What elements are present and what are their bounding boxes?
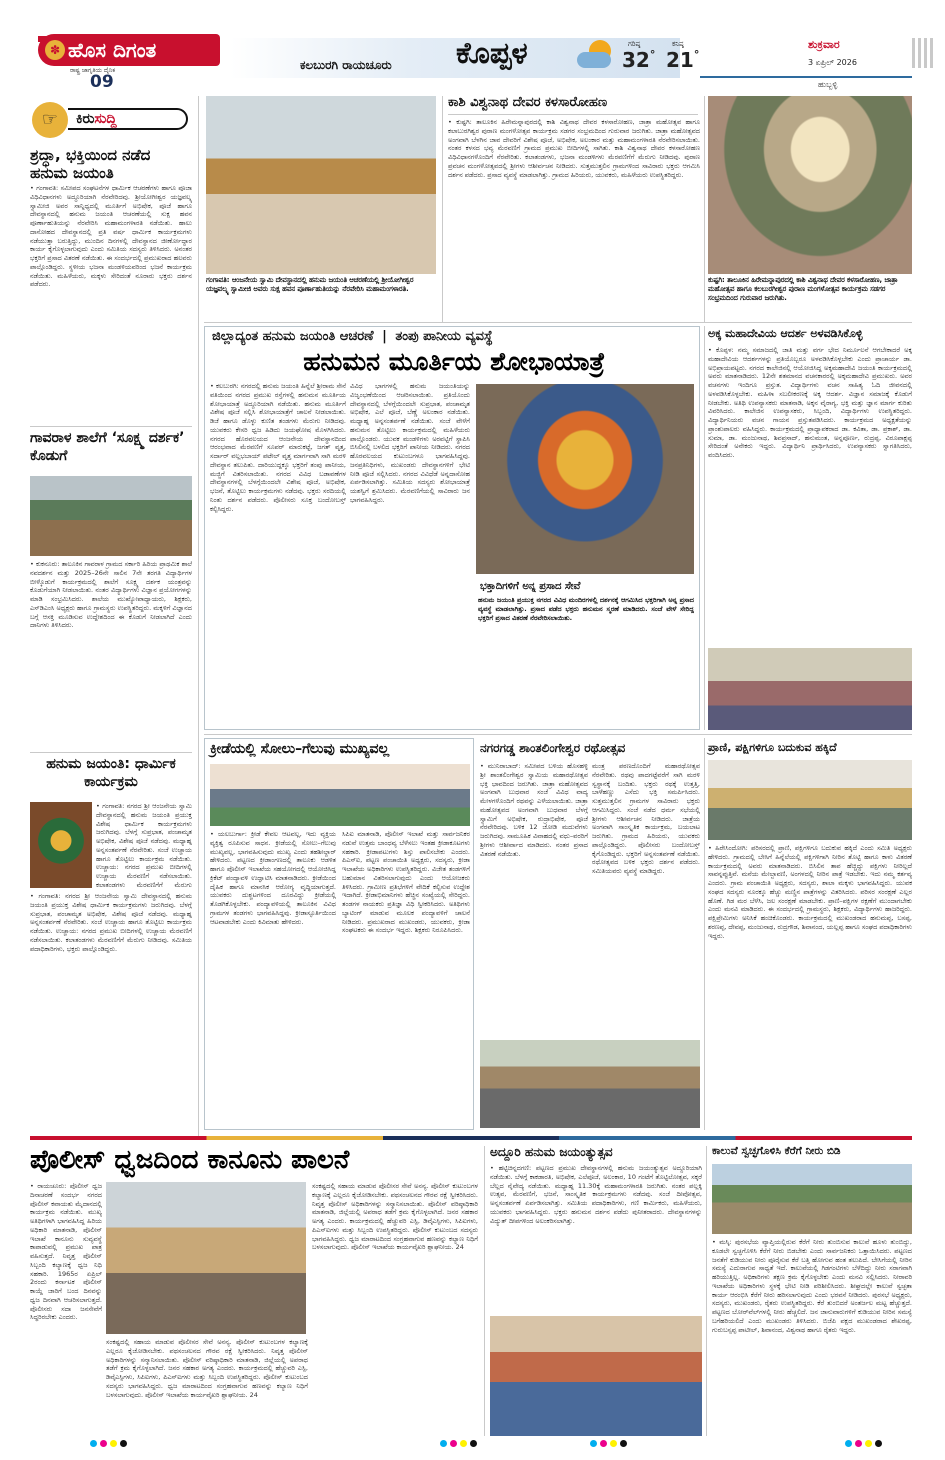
akka-story: • ಕೊಪ್ಪಳ: ನಮ್ಮ ಸಮಾಜದಲ್ಲಿ ಜಾತಿ ಮತ್ತು ವರ್ಗ ಭೇದ ನಿರ್ಮೂಲನೆ ಆಗಬೇಕಾದರೆ ಅಕ್ಕ ಮಹಾದೇವಿಯ ಆದರ್ಶಗಳನ್ನು ಪ್ರತಿಯೊಬ್ಬರೂ ಅಳವಡಿಸಿಕೊಳ್ಳಬೇಕು ಎಂದು ಪ್ರಾಚಾರ್ಯ ಡಾ. ಅಭಿಪ್ರಾಯಪಟ್ಟರು. ನಗರದ ಕಾಲೇಜಿನಲ್ಲಿ ಆಯೋಜಿಸಿದ್ದ ಅಕ್ಕಮಹಾದೇವಿ ಜಯಂತಿ ಕಾರ್ಯಕ್ರಮದಲ್ಲಿ ಅವರು ಮಾತನಾಡಿದರು. 12ನೇ ಶತಮಾನದ ವಚನಕಾರರಲ್ಲಿ ಅಕ್ಕಮಹಾದೇವಿ ಪ್ರಮುಖರು. ಅವರ ವಚನಗಳು ಇಂದಿಗೂ ಪ್ರಸ್ತುತ. ವಿದ್ಯಾರ್ಥಿಗಳು ವಚನ ಸಾಹಿತ್ಯ ಓದಿ ಜೀವನದಲ್ಲಿ ಅಳವಡಿಸಿಕೊಳ್ಳಬೇಕು. ಮಹಿಳಾ ಸಬಲೀಕರಣಕ್ಕೆ ಅಕ್ಕ ಆದರ್ಶ. ವಿಜ್ಞಾನ ಸಮಾಜಕ್ಕೆ ಕೊಡುಗೆ ನೀಡಬೇಕು. ಅತಿಥಿ ಉಪನ್ಯಾಸಕರು ಮಾತನಾಡಿ, ಅಕ್ಕನ ವೈರಾಗ್ಯ, ಭಕ್ತಿ ಮತ್ತು ಜ್ಞಾನ ಮಾರ್ಗ ಕುರಿತು ವಿವರಿಸಿದರು. ಕಾಲೇಜಿನ ಉಪನ್ಯಾಸಕರು, ಸಿಬ್ಬಂದಿ, ವಿದ್ಯಾರ್ಥಿಗಳು ಉಪಸ್ಥಿತರಿದ್ದರು. ವಿದ್ಯಾರ್ಥಿನಿಯರು ವಚನ ಗಾಯನ ಪ್ರಸ್ತುತಪಡಿಸಿದರು. ಕಾರ್ಯಕ್ರಮದ ಅಧ್ಯಕ್ಷತೆಯನ್ನು ಪ್ರಾಂಶುಪಾಲರು ವಹಿಸಿದ್ದರು. ಕಾರ್ಯಕ್ರಮದಲ್ಲಿ ಪ್ರಾಧ್ಯಾಪಕರಾದ ಡಾ. ಕವಿತಾ, ಡಾ. ಪ್ರಕಾಶ್, ಡಾ. ಸುಮಾ, ಡಾ. ಮಂಜುನಾಥ, ಶಿವಪ್ರಸಾದ್, ಹನುಮಂತ, ಅನ್ನಪೂರ್ಣ, ರುದ್ರಪ್ಪ, ವಿರೂಪಾಕ್ಷಪ್ಪ ಸೇರಿದಂತೆ ಅನೇಕರು ಇದ್ದರು. ವಿದ್ಯಾರ್ಥಿನಿ ಪ್ರಾರ್ಥಿಸಿದರು, ಉಪನ್ಯಾಸಕರು ಸ್ವಾಗತಿಸಿದರು, ವಂದಿಸಿದರು. bbox=[708, 346, 912, 460]
lead-kicker-b: ತಂಪು ಪಾನೀಯ ವ್ಯವಸ್ಥೆ bbox=[395, 329, 493, 344]
police-parade-photo bbox=[106, 1182, 306, 1334]
ratha-story-col-b: ಮಂತ್ರ ಪಠಣದೊಂದಿಗೆ ಮಹಾರಥೋತ್ಸವ ನೆರವೇರಿತು. ರಥವು ಪಾದಗಟ್ಟೆವರೆಗೆ ಸಾಗಿ ಮರಳಿ ಸ್ವಸ್ಥಾನಕ್ಕೆ ಬಂದಿತು. ಭಕ್ತರು ರಥಕ್ಕೆ ಉತ್ತತ್ತಿ, ಬಾಳೆಹಣ್ಣು ಎಸೆದು ಭಕ್ತಿ ಸಮರ್ಪಿಸಿದರು. ಸುತ್ತಮುತ್ತಲಿನ ಗ್ರಾಮಗಳ ಸಾವಿರಾರು ಭಕ್ತರು ಆಗಮಿಸಿದ್ದರು. ಸಂಜೆ ನಡೆದ ಧರ್ಮ ಸಭೆಯಲ್ಲಿ ಶ್ರೀಗಳು ಆಶೀರ್ವಚನ ನೀಡಿದರು. ಜಾತ್ರೆಯ ಅಂಗವಾಗಿ ಸಾಂಸ್ಕೃತಿಕ ಕಾರ್ಯಕ್ರಮ, ಬಯಲಾಟ ಜರುಗಿತು. ಗ್ರಾಮದ ಹಿರಿಯರು, ಯುವಕರು ಪಾಲ್ಗೊಂಡಿದ್ದರು. ಪೊಲೀಸರು ಬಂದೋಬಸ್ತ್ ಕೈಗೊಂಡಿದ್ದರು. ಭಕ್ತರಿಗೆ ಅನ್ನಸಂತರ್ಪಣೆ ನಡೆಯಿತು. ರಥೋತ್ಸವದ ಬಳಿಕ ಭಕ್ತರು ದರ್ಶನ ಪಡೆದರು. ಸಮಿತಿಯವರು ವ್ಯವಸ್ಥೆ ಮಾಡಿದ್ದರು. bbox=[592, 762, 700, 876]
kaluve-photo bbox=[712, 1164, 912, 1234]
reg-dot bbox=[90, 1440, 97, 1447]
bottom-divider-bar bbox=[30, 1136, 912, 1140]
max-temp-label: ಗರಿಷ್ಠ bbox=[628, 40, 641, 48]
bottom-rule-2 bbox=[706, 1146, 707, 1436]
kalasha-story: • ಕುಷ್ಟಗಿ: ತಾಲೂಕಿನ ಹಿರೇಮನ್ನಾಪುರದಲ್ಲಿ ಕಾಶಿ ವಿಶ್ವನಾಥ ದೇವರ ಕಳಸಾರೋಹಣ, ಜಾತ್ರಾ ಮಹೋತ್ಸವ ಹಾಗೂ ಕಲಾಬುರಗಿಶ್ವರ ಪುರಾಣ ಮಂಗಳೋತ್ಸವ ಕಾರ್ಯಕ್ರಮ ಸಡಗರ ಸಂಭ್ರಮದಿಂದ ಗುರುವಾರ ಜರುಗಿತು. ಜಾತ್ರಾ ಮಹೋತ್ಸವದ ಅಂಗವಾಗಿ ಬೆಳಗಿನ ಜಾವ ದೇವರಿಗೆ ವಿಶೇಷ ಪೂಜೆ, ಅಭಿಷೇಕ, ಅಲಂಕಾರ ಮತ್ತು ಮಹಾಮಂಗಳಾರತಿ ನೆರವೇರಿಸಲಾಯಿತು. ನಂತರ ಕಳಸದ ಭವ್ಯ ಮೆರವಣಿಗೆ ಗ್ರಾಮದ ಪ್ರಮುಖ ಬೀದಿಗಳಲ್ಲಿ ಸಾಗಿತು. ಕಾಶಿ ವಿಶ್ವನಾಥ ದೇವರ ಕಳಸಾರೋಹಣ ವಿಧಿವಿಧಾನಗಳೊಂದಿಗೆ ನೆರವೇರಿತು. ಕಲಾತಂಡಗಳು, ಭಜನಾ ಮಂಡಳಿಗಳು ಮೆರವಣಿಗೆಗೆ ಮೆರುಗು ನೀಡಿದವು. ಪುರಾಣ ಪ್ರವಚನ ಮಂಗಳೋತ್ಸವದಲ್ಲಿ ಶ್ರೀಗಳು ಆಶೀರ್ವಚನ ನೀಡಿದರು. ಸುತ್ತಮುತ್ತಲಿನ ಗ್ರಾಮಗಳಿಂದ ಸಾವಿರಾರು ಭಕ್ತರು ಆಗಮಿಸಿ ದರ್ಶನ ಪಡೆದರು. ಪ್ರಸಾದ ವ್ಯವಸ್ಥೆ ಮಾಡಲಾಗಿತ್ತು. ಗ್ರಾಮದ ಹಿರಿಯರು, ಯುವಕರು, ಮಹಿಳೆಯರು ಉಪಸ್ಥಿತರಿದ್ದರು. bbox=[448, 118, 700, 179]
gangavati-ritual-photo bbox=[206, 96, 436, 274]
reg-dot bbox=[855, 1440, 862, 1447]
kalasha-headline: ಕಾಶಿ ವಿಶ್ವನಾಥ ದೇವರ ಕಳಸಾರೋಹಣ bbox=[448, 95, 608, 110]
gangavati-photo-caption: ಗಂಗಾವತಿ: ಆಂಜನೇಯ ಸ್ವಾಮಿ ದೇವಸ್ಥಾನದಲ್ಲಿ ಹನುಮ ಜಯಂತಿ ಆಚರಣೆಯಲ್ಲಿ ಶ್ರೀಯೋಗೀಶ್ವರ ಯಜ್ಞವಲ್ಕ್ಯ ಸ್ವಾಮೀಜಿ ಅವರು ಸುಕ್ಷ ಹವನ ಪೂರ್ಣಾಹುತಿಯನ್ನು ನೆರವೇರಿಸಿ ಮಹಾಮಂಗಳಾರತಿ. bbox=[206, 276, 414, 294]
adduri-headline: ಅದ್ದೂರಿ ಹನುಮ ಜಯಂತ್ಯುತ್ಸವ bbox=[490, 1145, 613, 1159]
ratha-story-col-a: • ಮುನಿರಾಬಾದ್: ಸಮೀಪದ ಬಳಿಯ ಹೊಸಹಳ್ಳಿ ಶ್ರೀ ಶಾಂತಲಿಂಗೇಶ್ವರ ಸ್ವಾಮಿಯ ಮಹಾರಥೋತ್ಸವ ಭಕ್ತಿ ಭಾವದಿಂದ ಜರುಗಿತು. ಜಾತ್ರಾ ಮಹೋತ್ಸವದ ಅಂಗವಾಗಿ ಬುಧವಾರ ಸಂಜೆ ವಿವಿಧ ವಾದ್ಯ ಮೇಳಗಳೊಂದಿಗೆ ರಥವನ್ನು ಎಳೆಯಲಾಯಿತು. ಜಾತ್ರಾ ಮಹೋತ್ಸವದ ಅಂಗವಾಗಿ ಬುಧವಾರ ಬೆಳಗ್ಗೆ ಸ್ವಾಮಿಗೆ ಅಭಿಷೇಕ, ರುದ್ರಾಭಿಷೇಕ, ಪೂಜೆ ನೆರವೇರಿದವು. ಬಳಿಕ 12 ಜೋಡಿ ಮದುವೆಗಳು ಜರುಗಿದವು. ಸಾಮೂಹಿಕ ವಿವಾಹದಲ್ಲಿ ವಧು–ವರರಿಗೆ ಶ್ರೀಗಳು ಆಶೀರ್ವಾದ ಮಾಡಿದರು. ನಂತರ ಪ್ರಸಾದ ವಿತರಣೆ ನಡೆಯಿತು. bbox=[480, 762, 588, 858]
edition-city: ಹುಬ್ಬಳ್ಳಿ bbox=[818, 80, 838, 89]
col1-vertical-rule bbox=[198, 96, 199, 1136]
lead-story-col-b: ವಿವಿಧ ಭಾಗಗಳಲ್ಲಿ ಹನುಮ ಜಯಂತಿಯನ್ನು ವಿಜೃಂಭಣೆಯಿಂದ ಆಚರಿಸಲಾಯಿತು. ಪ್ರತಿಯೊಂದು ದೇವಸ್ಥಾನದಲ್ಲಿ ಬೆಳಗ್ಗೆಯಿಂದಲೇ ಸುಪ್ರಭಾತ, ಪಂಚಾಮೃತ ಅಭಿಷೇಕ, ಎಲೆ ಪೂಜೆ, ಬೆಣ್ಣೆ ಅಲಂಕಾರ ನಡೆಯಿತು. ಮಧ್ಯಾಹ್ನ ಅನ್ನಸಂತರ್ಪಣೆ ನಡೆಯಿತು. ಸಂಜೆ ವೇಳೆಗೆ ಹನುಮನ ತೊಟ್ಟಿಲು ಕಾರ್ಯಕ್ರಮದಲ್ಲಿ ಮಹಿಳೆಯರು ಪಾಲ್ಗೊಂಡರು. ಯುವಕ ಮಂಡಳಿಗಳು ಅರವಟ್ಟಿಗೆ ಸ್ಥಾಪಿಸಿ ಬಿಸಿಲಿನಲ್ಲಿ ಬಳಲಿದ ಭಕ್ತರಿಗೆ ಪಾನೀಯ ನೀಡಿದರು. ನಗರದ ಹೊರವಲಯದ ಕುಟುಂಬಗಳೂ ಭಾಗವಹಿಸಿದ್ದವು. ಜನಪ್ರತಿನಿಧಿಗಳು, ಮುಖಂಡರು ದೇವಸ್ಥಾನಗಳಿಗೆ ಭೇಟಿ ನೀಡಿ ಪೂಜೆ ಸಲ್ಲಿಸಿದರು. ನಗರದ ವಿವಿಧೆಡೆ ಅನ್ನದಾಸೋಹ ಏರ್ಪಡಿಸಲಾಗಿತ್ತು. ಸಮಿತಿಯ ಸದಸ್ಯರು ಶೋಭಾಯಾತ್ರೆ ಯಶಸ್ವಿಗೆ ಶ್ರಮಿಸಿದರು. ಮೆರವಣಿಗೆಯಲ್ಲಿ ಸಾವಿರಾರು ಜನ ಭಾಗವಹಿಸಿದ್ದರು. bbox=[350, 382, 470, 504]
reg-dot bbox=[590, 1440, 597, 1447]
col1-headline-2: ಗಾವರಾಳ ಶಾಲೆಗೆ ‘ಸೂಕ್ಷ್ಮ ದರ್ಶಕ’ ಕೊಡುಗೆ bbox=[30, 430, 185, 464]
top-row-rule-2 bbox=[704, 96, 705, 322]
reg-dot bbox=[470, 1440, 477, 1447]
kaluve-story: • ಮಸ್ಕಿ: ಪುರಸಭೆಯ ವ್ಯಾಪ್ತಿಯಲ್ಲಿರುವ ಕೆರೆಗೆ ನೀರು ತುಂಬಿಸುವ ಕಾಲುವೆ ಹೂಳು ತುಂಬಿದ್ದು, ಕೂಡಲೇ ಸ್ವಚ್ಛಗೊಳಿಸಿ ಕೆರೆಗೆ ನೀರು ಬಿಡಬೇಕು ಎಂದು ಸಾರ್ವಜನಿಕರು ಒತ್ತಾಯಿಸಿದರು. ಪಟ್ಟಣದ ಜನತೆಗೆ ಕುಡಿಯುವ ನೀರು ಪೂರೈಸುವ ಕೆರೆ ಬತ್ತಿ ಹೋಗುವ ಹಂತ ತಲುಪಿದೆ. ಬೇಸಿಗೆಯಲ್ಲಿ ನೀರಿನ ಸಮಸ್ಯೆ ಎದುರಾಗುವ ಸಾಧ್ಯತೆ ಇದೆ. ಕಾಲುವೆಯಲ್ಲಿ ಗಿಡಗಂಟಿಗಳು ಬೆಳೆದಿದ್ದು ನೀರು ಸರಾಗವಾಗಿ ಹರಿಯುತ್ತಿಲ್ಲ. ಅಧಿಕಾರಿಗಳು ತಕ್ಷಣ ಕ್ರಮ ಕೈಗೊಳ್ಳಬೇಕು ಎಂದು ಮನವಿ ಸಲ್ಲಿಸಿದರು. ನೀರಾವರಿ ಇಲಾಖೆಯ ಅಧಿಕಾರಿಗಳು ಸ್ಥಳಕ್ಕೆ ಭೇಟಿ ನೀಡಿ ಪರಿಶೀಲಿಸಿದರು. ಶೀಘ್ರದಲ್ಲೇ ಕಾಲುವೆ ಸ್ವಚ್ಛತಾ ಕಾರ್ಯ ಆರಂಭಿಸಿ ಕೆರೆಗೆ ನೀರು ಹರಿಸಲಾಗುವುದು ಎಂದು ಭರವಸೆ ನೀಡಿದರು. ಪುರಸಭೆ ಅಧ್ಯಕ್ಷರು, ಸದಸ್ಯರು, ಮುಖಂಡರು, ರೈತರು ಉಪಸ್ಥಿತರಿದ್ದರು. ಕೆರೆ ತುಂಬಿದರೆ ಅಂತರ್ಜಲ ಮಟ್ಟ ಹೆಚ್ಚುತ್ತದೆ. ಪಟ್ಟಣದ ಬೋರ್‌ವೆಲ್‌ಗಳಲ್ಲಿ ನೀರು ಹೆಚ್ಚಲಿದೆ. ಜನ ಜಾನುವಾರುಗಳಿಗೆ ಕುಡಿಯುವ ನೀರಿನ ಸಮಸ್ಯೆ ಬಗೆಹರಿಯಲಿದೆ ಎಂದು ಮುಖಂಡರು ತಿಳಿಸಿದರು. ಬಿಜೆಪಿ ಪಕ್ಷದ ಮುಖಂಡರಾದ ಶೇಖರಪ್ಪ, ಗುರುಬಸ್ಸಪ್ಪ ಪಾಟೀಲ್, ಶಿವಾನಂದ, ವಿಶ್ವನಾಥ ಹಾಗೂ ರೈತರು ಇದ್ದರು. bbox=[712, 1238, 912, 1334]
adduri-story: • ಹಟ್ಟಿಚಿನ್ನದಗಣಿ: ಪಟ್ಟಣದ ಪ್ರಮುಖ ದೇವಸ್ಥಾನಗಳಲ್ಲಿ ಹನುಮ ಜಯಂತ್ಯುತ್ಸವ ಅದ್ದೂರಿಯಾಗಿ ನಡೆಯಿತು. ಬೆಳಗ್ಗೆ ಕಾಕಡಾರತಿ, ಅಭಿಷೇಕ, ಎಲೆಪೂಜೆ, ಅಲಂಕಾರ, 10 ಗಂಟೆಗೆ ತೊಟ್ಟಿಲೋತ್ಸವ, ಸಕ್ಕರೆ ಬೆಲ್ಲದ ನೈವೇದ್ಯ ನಡೆಯಿತು. ಮಧ್ಯಾಹ್ನ 11.30ಕ್ಕೆ ಮಹಾಮಂಗಳಾರತಿ ಜರುಗಿತು. ನಂತರ ಪಲ್ಲಕ್ಕಿ ಉತ್ಸವ, ಮೆರವಣಿಗೆ, ಭಜನೆ, ಸಾಂಸ್ಕೃತಿಕ ಕಾರ್ಯಕ್ರಮಗಳು ನಡೆದವು. ಸಂಜೆ ದೀಪೋತ್ಸವ, ಅನ್ನಸಂತರ್ಪಣೆ ಏರ್ಪಡಿಸಲಾಗಿತ್ತು. ಸಮಿತಿಯ ಪದಾಧಿಕಾರಿಗಳು, ಗಣಿ ಕಾರ್ಮಿಕರು, ಮಹಿಳೆಯರು, ಯುವಕರು ಭಾಗವಹಿಸಿದ್ದರು. ಭಕ್ತರು ಹನುಮನ ದರ್ಶನ ಪಡೆದು ಪುನೀತರಾದರು. ದೇವಸ್ಥಾನಗಳನ್ನು ವಿದ್ಯುತ್ ದೀಪಗಳಿಂದ ಅಲಂಕರಿಸಲಾಗಿತ್ತು. bbox=[490, 1164, 702, 1225]
col1-story-3-continued: • ಗಂಗಾವತಿ: ನಗರದ ಶ್ರೀ ಆಂಜನೇಯ ಸ್ವಾಮಿ ದೇವಸ್ಥಾನದಲ್ಲಿ ಹನುಮ ಜಯಂತಿ ಪ್ರಯುಕ್ತ ವಿಶೇಷ ಧಾರ್ಮಿಕ ಕಾರ್ಯಕ್ರಮಗಳು ಜರುಗಿದವು. ಬೆಳಗ್ಗೆ ಸುಪ್ರಭಾತ, ಪಂಚಾಮೃತ ಅಭಿಷೇಕ, ವಿಶೇಷ ಪೂಜೆ ನಡೆದವು. ಮಧ್ಯಾಹ್ನ ಅನ್ನಸಂತರ್ಪಣೆ ನೆರವೇರಿತು. ಸಂಜೆ ಉಚ್ಚಾಯ ಹಾಗೂ ತೊಟ್ಟಿಲು ಕಾರ್ಯಕ್ರಮ ನಡೆಯಿತು. ಉಚ್ಚಾಯ: ನಗರದ ಪ್ರಮುಖ ಬೀದಿಗಳಲ್ಲಿ ಉಚ್ಚಾಯ ಮೆರವಣಿಗೆ ನಡೆಸಲಾಯಿತು. ಕಲಾತಂಡಗಳು ಮೆರವಣಿಗೆಗೆ ಮೆರುಗು ನೀಡಿದವು. ಸಮಿತಿಯ ಪದಾಧಿಕಾರಿಗಳು, ಭಕ್ತರು ಪಾಲ್ಗೊಂಡಿದ್ದರು. bbox=[30, 892, 192, 953]
col1-story-3: • ಗಂಗಾವತಿ: ನಗರದ ಶ್ರೀ ಆಂಜನೇಯ ಸ್ವಾಮಿ ದೇವಸ್ಥಾನದಲ್ಲಿ ಹನುಮ ಜಯಂತಿ ಪ್ರಯುಕ್ತ ವಿಶೇಷ ಧಾರ್ಮಿಕ ಕಾರ್ಯಕ್ರಮಗಳು ಜರುಗಿದವು. ಬೆಳಗ್ಗೆ ಸುಪ್ರಭಾತ, ಪಂಚಾಮೃತ ಅಭಿಷೇಕ, ವಿಶೇಷ ಪೂಜೆ ನಡೆದವು. ಮಧ್ಯಾಹ್ನ ಅನ್ನಸಂತರ್ಪಣೆ ನೆರವೇರಿತು. ಸಂಜೆ ಉಚ್ಚಾಯ ಹಾಗೂ ತೊಟ್ಟಿಲು ಕಾರ್ಯಕ್ರಮ ನಡೆಯಿತು. ಉಚ್ಚಾಯ: ನಗರದ ಪ್ರಮುಖ ಬೀದಿಗಳಲ್ಲಿ ಉಚ್ಚಾಯ ಮೆರವಣಿಗೆ ನಡೆಸಲಾಯಿತು. ಕಲಾತಂಡಗಳು ಮೆರವಣಿಗೆಗೆ ಮೆರುಗು bbox=[96, 802, 192, 888]
police-headline: ಪೊಲೀಸ್ ಧ್ವಜದಿಂದ ಕಾನೂನು ಪಾಲನೆ bbox=[30, 1145, 350, 1175]
sports-headline: ಕ್ರೀಡೆಯಲ್ಲಿ ಸೋಲು–ಗೆಲುವು ಮುಖ್ಯವಲ್ಲ bbox=[210, 741, 390, 757]
hanuman-procession-photo bbox=[476, 384, 694, 574]
lead-kicker-sep: | bbox=[382, 329, 387, 344]
min-temp-label: ಕನಿಷ್ಠ bbox=[672, 40, 684, 48]
sports-event-photo bbox=[210, 764, 470, 826]
corner-stripes bbox=[912, 38, 934, 68]
col1-divider-2 bbox=[30, 752, 192, 753]
max-temp-value: 32 bbox=[622, 48, 650, 72]
ratha-headline: ನಗರಗಡ್ಡ ಶಾಂತಲಿಂಗೇಶ್ವರ ರಥೋತ್ಸವ bbox=[480, 741, 626, 755]
lead-kicker-a: ಜಿಲ್ಲಾದ್ಯಂತ ಹನುಮ ಜಯಂತಿ ಆಚರಣೆ bbox=[212, 329, 374, 344]
col1-story-2: • ಕುಕನೂರು: ತಾಲೂಕಿನ ಗಾವರಾಳ ಗ್ರಾಮದ ಸರ್ಕಾರಿ ಹಿರಿಯ ಪ್ರಾಥಮಿಕ ಶಾಲೆ ನವದರ್ಶನ ಮತ್ತು 2025–26ನೇ ಸಾಲಿನ 7ನೇ ತರಗತಿ ವಿದ್ಯಾರ್ಥಿಗಳ ಬೀಳ್ಕೊಡುಗೆ ಕಾರ್ಯಕ್ರಮದಲ್ಲಿ ಶಾಲೆಗೆ ಸೂಕ್ಷ್ಮ ದರ್ಶಕ ಯಂತ್ರವನ್ನು ಕೊಡುಗೆಯಾಗಿ ನೀಡಲಾಯಿತು. ನಂತರ ವಿದ್ಯಾರ್ಥಿಗಳು ವಿಜ್ಞಾನ ಪ್ರಯೋಗಗಳನ್ನು ಮಾಡಿ ಸಂಭ್ರಮಿಸಿದರು. ಶಾಲೆಯ ಮುಖ್ಯೋಪಾಧ್ಯಾಯರು, ಶಿಕ್ಷಕರು, ಎಸ್‌ಡಿಎಂಸಿ ಅಧ್ಯಕ್ಷರು ಹಾಗೂ ಗ್ರಾಮಸ್ಥರು ಉಪಸ್ಥಿತರಿದ್ದರು. ಮಕ್ಕಳಿಗೆ ವಿಜ್ಞಾನದ ಬಗ್ಗೆ ಆಸಕ್ತಿ ಮೂಡಿಸುವ ಉದ್ದೇಶದಿಂದ ಈ ಕೊಡುಗೆ ನೀಡಲಾಗಿದೆ ಎಂದು ದಾನಿಗಳು ತಿಳಿಸಿದರು. bbox=[30, 560, 192, 630]
weather-icon bbox=[575, 40, 615, 70]
kushtagi-photo-caption: ಕುಷ್ಟಗಿ: ತಾಲೂಕಿನ ಹಿರೇಮನ್ನಾಪುರದಲ್ಲಿ ಕಾಶಿ ವಿಶ್ವನಾಥ ದೇವರ ಕಳಸಾರೋಹಣ, ಜಾತ್ರಾ ಮಹೋತ್ಸವ ಹಾಗೂ ಕಲಬುರಗೀಶ್ವರ ಪುರಾಣ ಮಂಗಳೋತ್ಸವ ಕಾರ್ಯಕ್ರಮ ಸಡಗರ ಸಂಭ್ರಮದಿಂದ ಗುರುವಾರ ಜರುಗಿತು. bbox=[708, 276, 898, 303]
lead-right-rule bbox=[704, 326, 705, 730]
lead-story-col-a: • ಕಲಬುರಗಿ: ನಗರದಲ್ಲಿ ಹನುಮ ಜಯಂತಿ ಹಿನ್ನೆಲೆ ಶ್ರೀರಾಮ ಸೇನೆ ವತಿಯಿಂದ ನಗರದ ಪ್ರಮುಖ ರಸ್ತೆಗಳಲ್ಲಿ ಹನುಮನ ಮೂರ್ತಿಯ ಶೋಭಾಯಾತ್ರೆ ಅದ್ದೂರಿಯಾಗಿ ನಡೆಯಿತು. ಹನುಮ ಮೂರ್ತಿಗೆ ವಿಶೇಷ ಪೂಜೆ ಸಲ್ಲಿಸಿ ಶೋಭಾಯಾತ್ರೆಗೆ ಚಾಲನೆ ನೀಡಲಾಯಿತು. ಡಿಜೆ ಹಾಗೂ ಡೊಳ್ಳು ಕುಣಿತ ತಂಡಗಳು ಮೆರುಗು ನೀಡಿದವು. ಯುವಕರು ಕೇಸರಿ ಧ್ವಜ ಹಿಡಿದು ಜಯಘೋಷ ಮೊಳಗಿಸಿದರು. ನಗರದ ಹೊರವಲಯದ ಆಂಜನೇಯ ದೇವಸ್ಥಾನದಿಂದ ಆರಂಭವಾದ ಮೆರವಣಿಗೆ ಸೂಪರ್ ಮಾರುಕಟ್ಟೆ, ಜಗತ್ ವೃತ್ತ, ಸರ್ದಾರ್ ವಲ್ಲಭಬಾಯ್ ಪಟೇಲ್ ವೃತ್ತ ಮಾರ್ಗವಾಗಿ ಸಾಗಿ ಮರಳಿ ದೇವಸ್ಥಾನ ತಲುಪಿತು. ದಾರಿಯುದ್ದಕ್ಕೂ ಭಕ್ತರಿಗೆ ತಂಪು ಪಾನೀಯ, ಮಜ್ಜಿಗೆ ವಿತರಿಸಲಾಯಿತು. ನಗರದ ವಿವಿಧ ಬಡಾವಣೆಗಳ ದೇವಸ್ಥಾನಗಳಲ್ಲಿ ಬೆಳಗ್ಗೆಯಿಂದಲೇ ವಿಶೇಷ ಪೂಜೆ, ಅಭಿಷೇಕ, ಭಜನೆ, ತೊಟ್ಟಿಲು ಕಾರ್ಯಕ್ರಮಗಳು ನಡೆದವು. ಭಕ್ತರು ಸರದಿಯಲ್ಲಿ ನಿಂತು ದರ್ಶನ ಪಡೆದರು. ಪೊಲೀಸರು ಸೂಕ್ತ ಬಂದೋಬಸ್ತ್ ಕಲ್ಪಿಸಿದ್ದರು. bbox=[210, 382, 346, 513]
masthead-rule bbox=[700, 76, 912, 78]
sports-story-col-b: ಸಿಪಿಐ ಮಾತನಾಡಿ, ಪೊಲೀಸ್ ಇಲಾಖೆ ಮತ್ತು ಸಾರ್ವಜನಿಕರ ನಡುವೆ ಉತ್ತಮ ಬಾಂಧವ್ಯ ಬೆಳೆಸಲು ಇಂತಹ ಕ್ರೀಡಾಕೂಟಗಳು ಸಹಕಾರಿ. ಕ್ರೀಡಾಪಟುಗಳು ಶಿಸ್ತು ಪಾಲಿಸಬೇಕು ಎಂದರು. ಪಿಎಸ್‌ಐ, ಪಟ್ಟಣ ಪಂಚಾಯಿತಿ ಅಧ್ಯಕ್ಷರು, ಸದಸ್ಯರು, ಕ್ರೀಡಾ ಇಲಾಖೆಯ ಅಧಿಕಾರಿಗಳು ಉಪಸ್ಥಿತರಿದ್ದರು. ವಿಜೇತ ತಂಡಗಳಿಗೆ ಬಹುಮಾನ ವಿತರಿಸಲಾಗುವುದು ಎಂದು ಆಯೋಜಕರು ತಿಳಿಸಿದರು. ಗ್ರಾಮೀಣ ಪ್ರತಿಭೆಗಳಿಗೆ ವೇದಿಕೆ ಕಲ್ಪಿಸುವ ಉದ್ದೇಶ ಇದಾಗಿದೆ. ಕ್ರೀಡಾಭಿಮಾನಿಗಳು ಹೆಚ್ಚಿನ ಸಂಖ್ಯೆಯಲ್ಲಿ ಸೇರಿದ್ದರು. ತಂಡಗಳ ನಾಯಕರು ಪ್ರತಿಜ್ಞಾ ವಿಧಿ ಸ್ವೀಕರಿಸಿದರು. ಅತಿಥಿಗಳು ಬ್ಯಾಟಿಂಗ್ ಮಾಡುವ ಮೂಲಕ ಪಂದ್ಯಾವಳಿಗೆ ಚಾಲನೆ ನೀಡಿದರು. ಪ್ರಮುಖರಾದ ಮುಖಂಡರು, ಯುವಕರು, ಕ್ರೀಡಾ ಸಂಘಟಕರು ಈ ಸಂದರ್ಭ ಇದ್ದರು. ಶಿಕ್ಷಕರು ನಿರೂಪಿಸಿದರು. bbox=[342, 830, 470, 935]
lead-headline: ಹನುಮನ ಮೂರ್ತಿಯ ಶೋಭಾಯಾತ್ರೆ bbox=[303, 347, 605, 376]
kirusuddi-header bbox=[32, 98, 190, 142]
anna-prasada-caption: ಹನುಮ ಜಯಂತಿ ಪ್ರಯುಕ್ತ ನಗರದ ವಿವಿಧ ಮಂದಿರಗಳಲ್ಲಿ ದರ್ಶನಕ್ಕೆ ಆಗಮಿಸಿದ ಭಕ್ತರಿಗಾಗಿ ಅನ್ನ ಪ್ರಸಾದ ವ್ಯವಸ್ಥೆ ಮಾಡಲಾಗಿತ್ತು. ಪ್ರಸಾದ ಪಡೆದ ಭಕ್ತರು ಹನುಮನ ಸ್ಮರಣೆ ಮಾಡಿದರು. ಸಂಜೆ ವೇಳೆ ಸೇರಿದ್ದ ಭಕ್ತರಿಗೆ ಪ್ರಸಾದ ವಿತರಣೆ ನೆರವೇರಿಸಲಾಯಿತು. bbox=[478, 596, 694, 622]
min-temp bbox=[666, 48, 699, 72]
reg-dot bbox=[875, 1440, 882, 1447]
akka-headline: ಅಕ್ಕ ಮಹಾದೇವಿಯ ಆದರ್ಶ ಅಳವಡಿಸಿಕೊಳ್ಳಿ bbox=[708, 327, 863, 340]
col1-headline-3: ಹನುಮ ಜಯಂತಿ: ಧಾರ್ಮಿಕ ಕಾರ್ಯಕ್ರಮ bbox=[46, 756, 176, 790]
edition-cities: ಕಲಬುರಗಿ ರಾಯಚೂರು bbox=[300, 58, 392, 72]
col1-photo-school bbox=[30, 476, 192, 556]
min-temp-value: 21 bbox=[666, 48, 694, 72]
top-row-rule-1 bbox=[442, 96, 443, 322]
kirusuddi-label-b: ಸುದ್ದಿ bbox=[94, 111, 117, 127]
col1-photo-idol bbox=[30, 802, 92, 888]
col1-divider-1 bbox=[30, 426, 192, 427]
masthead bbox=[0, 0, 945, 92]
bottom-rule-1 bbox=[484, 1146, 485, 1436]
top-row-bottom-rule bbox=[204, 322, 912, 323]
lead-kicker bbox=[212, 330, 696, 344]
brand-badge bbox=[38, 34, 220, 66]
middle-row-top-rule bbox=[204, 734, 912, 735]
middle-row-rule bbox=[704, 738, 705, 1130]
registration-marks bbox=[0, 1440, 945, 1454]
brand-logo-icon: ✽ bbox=[45, 40, 65, 60]
reg-dot bbox=[120, 1440, 127, 1447]
col1-headline-1: ಶ್ರದ್ಧಾ, ಭಕ್ತಿಯಿಂದ ನಡೆದ ಹನುಮ ಜಯಂತಿ bbox=[30, 146, 151, 182]
police-story-col-b: ಸಂಕಷ್ಟದಲ್ಲಿ ಸಹಾಯ ಮಾಡುವ ಪೊಲೀಸರ ಸೇವೆ ಅನನ್ಯ. ಪೊಲೀಸ್ ಕುಟುಂಬಗಳ ಕಲ್ಯಾಣಕ್ಕೆ ಎಲ್ಲರೂ ಕೈಜೋಡಿಸಬೇಕು. ಪಥಸಂಚಲನದ ಗೌರವ ರಕ್ಷೆ ಸ್ವೀಕರಿಸಿದರು. ನಿವೃತ್ತ ಪೊಲೀಸ್ ಅಧಿಕಾರಿಗಳನ್ನು ಸನ್ಮಾನಿಸಲಾಯಿತು. ಪೊಲೀಸ್ ವರಿಷ್ಠಾಧಿಕಾರಿ ಮಾತನಾಡಿ, ಜಿಲ್ಲೆಯಲ್ಲಿ ಅಪರಾಧ ತಡೆಗೆ ಕ್ರಮ ಕೈಗೊಳ್ಳಲಾಗಿದೆ. ಜನರ ಸಹಕಾರ ಅಗತ್ಯ ಎಂದರು. ಕಾರ್ಯಕ್ರಮದಲ್ಲಿ ಹೆಚ್ಚುವರಿ ಎಸ್ಪಿ, ಡಿವೈಎಸ್ಪಿಗಳು, ಸಿಪಿಐಗಳು, ಪಿಎಸ್‌ಐಗಳು ಮತ್ತು ಸಿಬ್ಬಂದಿ ಉಪಸ್ಥಿತರಿದ್ದರು. ಪೊಲೀಸ್ ಕುಟುಂಬದ ಸದಸ್ಯರು ಭಾಗವಹಿಸಿದ್ದರು. ಧ್ವಜ ಮಾರಾಟದಿಂದ ಸಂಗ್ರಹವಾಗುವ ಹಣವನ್ನು ಕಲ್ಯಾಣ ನಿಧಿಗೆ ಬಳಸಲಾಗುವುದು. ಪೊಲೀಸ್ ಇಲಾಖೆಯ ಕಾರ್ಯವೈಖರಿ ಶ್ಲಾಘನೀಯ. 24 bbox=[106, 1338, 308, 1399]
col1-story-1: • ಗಂಗಾವತಿ: ಸಮೀಪದ ಸಂಘಟನೆಗಳ ಧಾರ್ಮಿಕ ಆಚರಣೆಗಳು ಹಾಗೂ ಪೂಜಾ ವಿಧಿವಿಧಾನಗಳು ಅದ್ಧೂರಿಯಾಗಿ ನೆರವೇರಿದವು. ಶ್ರೀಯೋಗೀಶ್ವರ ಯಜ್ಞವಲ್ಕ್ಯ ಸ್ವಾಮೀಜಿ ಅವರ ಸಾನ್ನಿಧ್ಯದಲ್ಲಿ ಮೂರ್ತಿಗೆ ಅಭಿಷೇಕ, ಪೂಜೆ ಹಾಗೂ ದೇವಸ್ಥಾನದಲ್ಲಿ ಹನುಮ ಜಯಂತಿ ಆಚರಣೆಯಲ್ಲಿ ಸುಕ್ಷ ಹವನ ಪೂರ್ಣಾಹುತಿಯನ್ನು ನೆರವೇರಿಸಿ ಮಹಾಮಂಗಳಾರತಿ ನಡೆಯಿತು. ಹಾಲು ದಾಸೋಹದ ದೇವಸ್ಥಾನದಲ್ಲಿ ಪ್ರತಿ ವರ್ಷ ಧಾರ್ಮಿಕ ಕಾರ್ಯಕ್ರಮಗಳು ನಡೆಯುತ್ತಾ ಬರುತ್ತಿದ್ದು, ಮುಂದಿನ ದಿನಗಳಲ್ಲಿ ದೇವಸ್ಥಾನದ ಜೀರ್ಣೋದ್ಧಾರ ಕಾರ್ಯ ಕೈಗೊಳ್ಳಲಾಗುವುದು ಎಂದು ಸಮಿತಿಯ ಸದಸ್ಯರು ತಿಳಿಸಿದರು. ಅನಂತರ ಭಕ್ತರಿಗೆ ಪ್ರಸಾದ ವಿತರಣೆ ನಡೆಯಿತು. ಈ ಸಂದರ್ಭದಲ್ಲಿ ಪ್ರಮುಖರಾದ ಹಲವರು ಪಾಲ್ಗೊಂಡಿದ್ದರು. ಸ್ಥಳೀಯ ಭಜನಾ ಮಂಡಳಿಯವರಿಂದ ಭಜನೆ ಕಾರ್ಯಕ್ರಮ ನಡೆಯಿತು. ಮಹಿಳೆಯರು, ಮಕ್ಕಳು ಸೇರಿದಂತೆ ನೂರಾರು ಭಕ್ತರು ದರ್ಶನ ಪಡೆದರು. bbox=[30, 184, 192, 289]
reg-dot bbox=[100, 1440, 107, 1447]
reg-dot bbox=[620, 1440, 627, 1447]
issue-date: 3 ಏಪ್ರಿಲ್ 2026 bbox=[808, 58, 857, 67]
sports-story-col-a: • ಯಲಬುರ್ಗಾ: ಕ್ರೀಡೆ ಕೇವಲ ಆಟವಲ್ಲ, ಇದು ವ್ಯಕ್ತಿಯ ವ್ಯಕ್ತಿತ್ವ ರೂಪಿಸುವ ಸಾಧನ. ಕ್ರೀಡೆಯಲ್ಲಿ ಸೋಲು–ಗೆಲುವು ಮುಖ್ಯವಲ್ಲ, ಭಾಗವಹಿಸುವುದು ಮುಖ್ಯ ಎಂದು ತಹಶೀಲ್ದಾರ್ ಹೇಳಿದರು. ಪಟ್ಟಣದ ಕ್ರೀಡಾಂಗಣದಲ್ಲಿ ತಾಲೂಕು ಆಡಳಿತ ಹಾಗೂ ಪೊಲೀಸ್ ಇಲಾಖೆಯ ಸಹಯೋಗದಲ್ಲಿ ಆಯೋಜಿಸಿದ್ದ ಕ್ರಿಕೆಟ್ ಪಂದ್ಯಾವಳಿ ಉದ್ಘಾಟಿಸಿ ಮಾತನಾಡಿದರು. ಕ್ರೀಡೆಯಿಂದ ದೈಹಿಕ ಹಾಗೂ ಮಾನಸಿಕ ಆರೋಗ್ಯ ವೃದ್ಧಿಯಾಗುತ್ತದೆ. ಯುವಕರು ದುಶ್ಚಟಗಳಿಂದ ದೂರವಿದ್ದು ಕ್ರೀಡೆಯಲ್ಲಿ ತೊಡಗಿಕೊಳ್ಳಬೇಕು. ಪಂದ್ಯಾವಳಿಯಲ್ಲಿ ತಾಲೂಕಿನ ವಿವಿಧ ಗ್ರಾಮಗಳ ತಂಡಗಳು ಭಾಗವಹಿಸಿದ್ದವು. ಕ್ರೀಡಾಸ್ಫೂರ್ತಿಯಿಂದ ಆಟವಾಡಬೇಕು ಎಂದು ಕಿವಿಮಾತು ಹೇಳಿದರು. bbox=[210, 830, 336, 926]
kalasha-headline-rule bbox=[448, 114, 698, 115]
brand-tagline: ರಾಷ್ಟ್ರ ಜಾಗೃತಿಯ ದೈನಿಕ bbox=[70, 67, 116, 74]
kaluve-headline: ಕಾಲುವೆ ಸ್ವಚ್ಛಗೊಳಿಸಿ ಕೆರೆಗೆ ನೀರು ಬಿಡಿ bbox=[712, 1145, 841, 1157]
reg-dot bbox=[450, 1440, 457, 1447]
kirusuddi-label-a: ಕಿರು bbox=[76, 111, 95, 127]
weekday: ಶುಕ್ರವಾರ bbox=[808, 38, 840, 51]
reg-dot bbox=[865, 1440, 872, 1447]
police-story-col-c: ಸಂಕಷ್ಟದಲ್ಲಿ ಸಹಾಯ ಮಾಡುವ ಪೊಲೀಸರ ಸೇವೆ ಅನನ್ಯ. ಪೊಲೀಸ್ ಕುಟುಂಬಗಳ ಕಲ್ಯಾಣಕ್ಕೆ ಎಲ್ಲರೂ ಕೈಜೋಡಿಸಬೇಕು. ಪಥಸಂಚಲನದ ಗೌರವ ರಕ್ಷೆ ಸ್ವೀಕರಿಸಿದರು. ನಿವೃತ್ತ ಪೊಲೀಸ್ ಅಧಿಕಾರಿಗಳನ್ನು ಸನ್ಮಾನಿಸಲಾಯಿತು. ಪೊಲೀಸ್ ವರಿಷ್ಠಾಧಿಕಾರಿ ಮಾತನಾಡಿ, ಜಿಲ್ಲೆಯಲ್ಲಿ ಅಪರಾಧ ತಡೆಗೆ ಕ್ರಮ ಕೈಗೊಳ್ಳಲಾಗಿದೆ. ಜನರ ಸಹಕಾರ ಅಗತ್ಯ ಎಂದರು. ಕಾರ್ಯಕ್ರಮದಲ್ಲಿ ಹೆಚ್ಚುವರಿ ಎಸ್ಪಿ, ಡಿವೈಎಸ್ಪಿಗಳು, ಸಿಪಿಐಗಳು, ಪಿಎಸ್‌ಐಗಳು ಮತ್ತು ಸಿಬ್ಬಂದಿ ಉಪಸ್ಥಿತರಿದ್ದರು. ಪೊಲೀಸ್ ಕುಟುಂಬದ ಸದಸ್ಯರು ಭಾಗವಹಿಸಿದ್ದರು. ಧ್ವಜ ಮಾರಾಟದಿಂದ ಸಂಗ್ರಹವಾಗುವ ಹಣವನ್ನು ಕಲ್ಯಾಣ ನಿಧಿಗೆ ಬಳಸಲಾಗುವುದು. ಪೊಲೀಸ್ ಇಲಾಖೆಯ ಕಾರ್ಯವೈಖರಿ ಶ್ಲಾಘನೀಯ. 24 bbox=[312, 1182, 478, 1252]
reg-dot bbox=[110, 1440, 117, 1447]
speech-hand-icon: ☞ bbox=[32, 102, 68, 138]
reg-dot bbox=[845, 1440, 852, 1447]
police-story-col-a: • ರಾಯಚೂರು: ಪೊಲೀಸ್ ಧ್ವಜ ದಿನಾಚರಣೆ ಸಂದರ್ಭ ನಗರದ ಪೊಲೀಸ್ ಕವಾಯತು ಮೈದಾನದಲ್ಲಿ ಕಾರ್ಯಕ್ರಮ ನಡೆಯಿತು. ಮುಖ್ಯ ಅತಿಥಿಗಳಾಗಿ ಭಾಗವಹಿಸಿದ್ದ ಹಿರಿಯ ಅಧಿಕಾರಿ ಮಾತನಾಡಿ, ಪೊಲೀಸ್ ಇಲಾಖೆ ಕಾನೂನು ಸುವ್ಯವಸ್ಥೆ ಕಾಪಾಡುವಲ್ಲಿ ಪ್ರಮುಖ ಪಾತ್ರ ವಹಿಸುತ್ತದೆ. ನಿವೃತ್ತ ಪೊಲೀಸ್ ಸಿಬ್ಬಂದಿ ಕಲ್ಯಾಣಕ್ಕೆ ಧ್ವಜ ನಿಧಿ ಸಹಕಾರಿ. 1965ರ ಏಪ್ರಿಲ್ 2ರಂದು ಕರ್ನಾಟಕ ಪೊಲೀಸ್ ಕಾಯ್ದೆ ಜಾರಿಗೆ ಬಂದ ದಿನವನ್ನು ಧ್ವಜ ದಿನವಾಗಿ ಆಚರಿಸಲಾಗುತ್ತದೆ. ಪೊಲೀಸರು ಸದಾ ಜನಸೇವೆಗೆ ಸಿದ್ಧರಿರಬೇಕು ಎಂದರು. bbox=[30, 1182, 102, 1322]
min-temp-degree: ° bbox=[693, 48, 700, 61]
ratha-photo bbox=[480, 1040, 700, 1128]
max-temp-degree: ° bbox=[649, 48, 656, 61]
adduri-photo bbox=[490, 1316, 702, 1436]
birds-headline: ಪ್ರಾಣಿ, ಪಕ್ಷಿಗಳಿಗೂ ಬದುಕುವ ಹಕ್ಕಿದೆ bbox=[708, 741, 837, 754]
page-number: 09 bbox=[90, 72, 114, 92]
kushtagi-chariot-photo bbox=[708, 96, 912, 274]
akka-event-photo bbox=[708, 648, 912, 730]
col1-story-3-cont bbox=[30, 892, 192, 1136]
reg-dot bbox=[610, 1440, 617, 1447]
reg-dot bbox=[600, 1440, 607, 1447]
reg-dot bbox=[440, 1440, 447, 1447]
max-temp bbox=[622, 48, 655, 72]
reg-dot bbox=[460, 1440, 467, 1447]
district-name: ಕೊಪ್ಪಳ bbox=[456, 36, 528, 71]
birds-story: • ಹಿರೇಸಿಂದೋಗಿ: ಪರಿಸರದಲ್ಲಿ ಪ್ರಾಣಿ, ಪಕ್ಷಿಗಳಿಗೂ ಬದುಕುವ ಹಕ್ಕಿದೆ ಎಂದು ಸಮಿತಿ ಅಧ್ಯಕ್ಷರು ಹೇಳಿದರು. ಗ್ರಾಮದಲ್ಲಿ ಬೇಸಿಗೆ ಹಿನ್ನೆಲೆಯಲ್ಲಿ ಪಕ್ಷಿಗಳಿಗಾಗಿ ನೀರಿನ ತೊಟ್ಟಿ ಹಾಗೂ ಕಾಳು ವಿತರಣೆ ಕಾರ್ಯಕ್ರಮದಲ್ಲಿ ಅವರು ಮಾತನಾಡಿದರು. ಬಿಸಿಲಿನ ತಾಪ ಹೆಚ್ಚಿದ್ದು ಪಕ್ಷಿಗಳು ನೀರಿಲ್ಲದೆ ಸಾವನ್ನಪ್ಪುತ್ತಿವೆ. ಮನೆಯ ಮೇಲ್ಛಾವಣಿ, ಅಂಗಳದಲ್ಲಿ ನೀರಿನ ಪಾತ್ರೆ ಇಡಬೇಕು. ಇದು ನಮ್ಮ ಕರ್ತವ್ಯ ಎಂದರು. ಗ್ರಾಮ ಪಂಚಾಯಿತಿ ಅಧ್ಯಕ್ಷರು, ಸದಸ್ಯರು, ಶಾಲಾ ಮಕ್ಕಳು ಭಾಗವಹಿಸಿದ್ದರು. ಯುವಕ ಸಂಘದ ಸದಸ್ಯರು ನೂರಕ್ಕೂ ಹೆಚ್ಚು ಮಣ್ಣಿನ ಪಾತ್ರೆಗಳನ್ನು ವಿತರಿಸಿದರು. ಪರಿಸರ ಸಂರಕ್ಷಣೆ ಎಲ್ಲರ ಹೊಣೆ. ಗಿಡ ಮರ ಬೆಳೆಸಿ, ಜಲ ಸಂರಕ್ಷಣೆ ಮಾಡಬೇಕು. ಪ್ರಾಣಿ–ಪಕ್ಷಿಗಳ ರಕ್ಷಣೆಗೆ ಮುಂದಾಗಬೇಕು ಎಂದು ಮನವಿ ಮಾಡಿದರು. ಈ ಸಂದರ್ಭದಲ್ಲಿ ಗ್ರಾಮಸ್ಥರು, ಶಿಕ್ಷಕರು, ವಿದ್ಯಾರ್ಥಿಗಳು ಹಾಜರಿದ್ದರು. ಪಕ್ಷಿಪ್ರೇಮಿಗಳು ಅನಿಸಿಕೆ ಹಂಚಿಕೊಂಡರು. ಕಾರ್ಯಕ್ರಮದಲ್ಲಿ ಮುಖಂಡರಾದ ಹನುಮಪ್ಪ, ಬಸಪ್ಪ, ಶರಣಪ್ಪ, ದೇವಪ್ಪ, ಮಂಜುನಾಥ, ರುದ್ರಗೌಡ, ಶಿವಾನಂದ, ಯಲ್ಲಪ್ಪ ಹಾಗೂ ಸಂಘದ ಪದಾಧಿಕಾರಿಗಳು ಇದ್ದರು. bbox=[708, 844, 912, 940]
anna-prasada-caption-title: ಭಕ್ತಾದಿಗಳಿಗೆ ಅನ್ನ ಪ್ರಸಾದ ಸೇವೆ bbox=[480, 581, 581, 592]
birds-event-photo bbox=[708, 760, 912, 840]
brand-name: ಹೊಸ ದಿಗಂತ bbox=[68, 38, 157, 62]
